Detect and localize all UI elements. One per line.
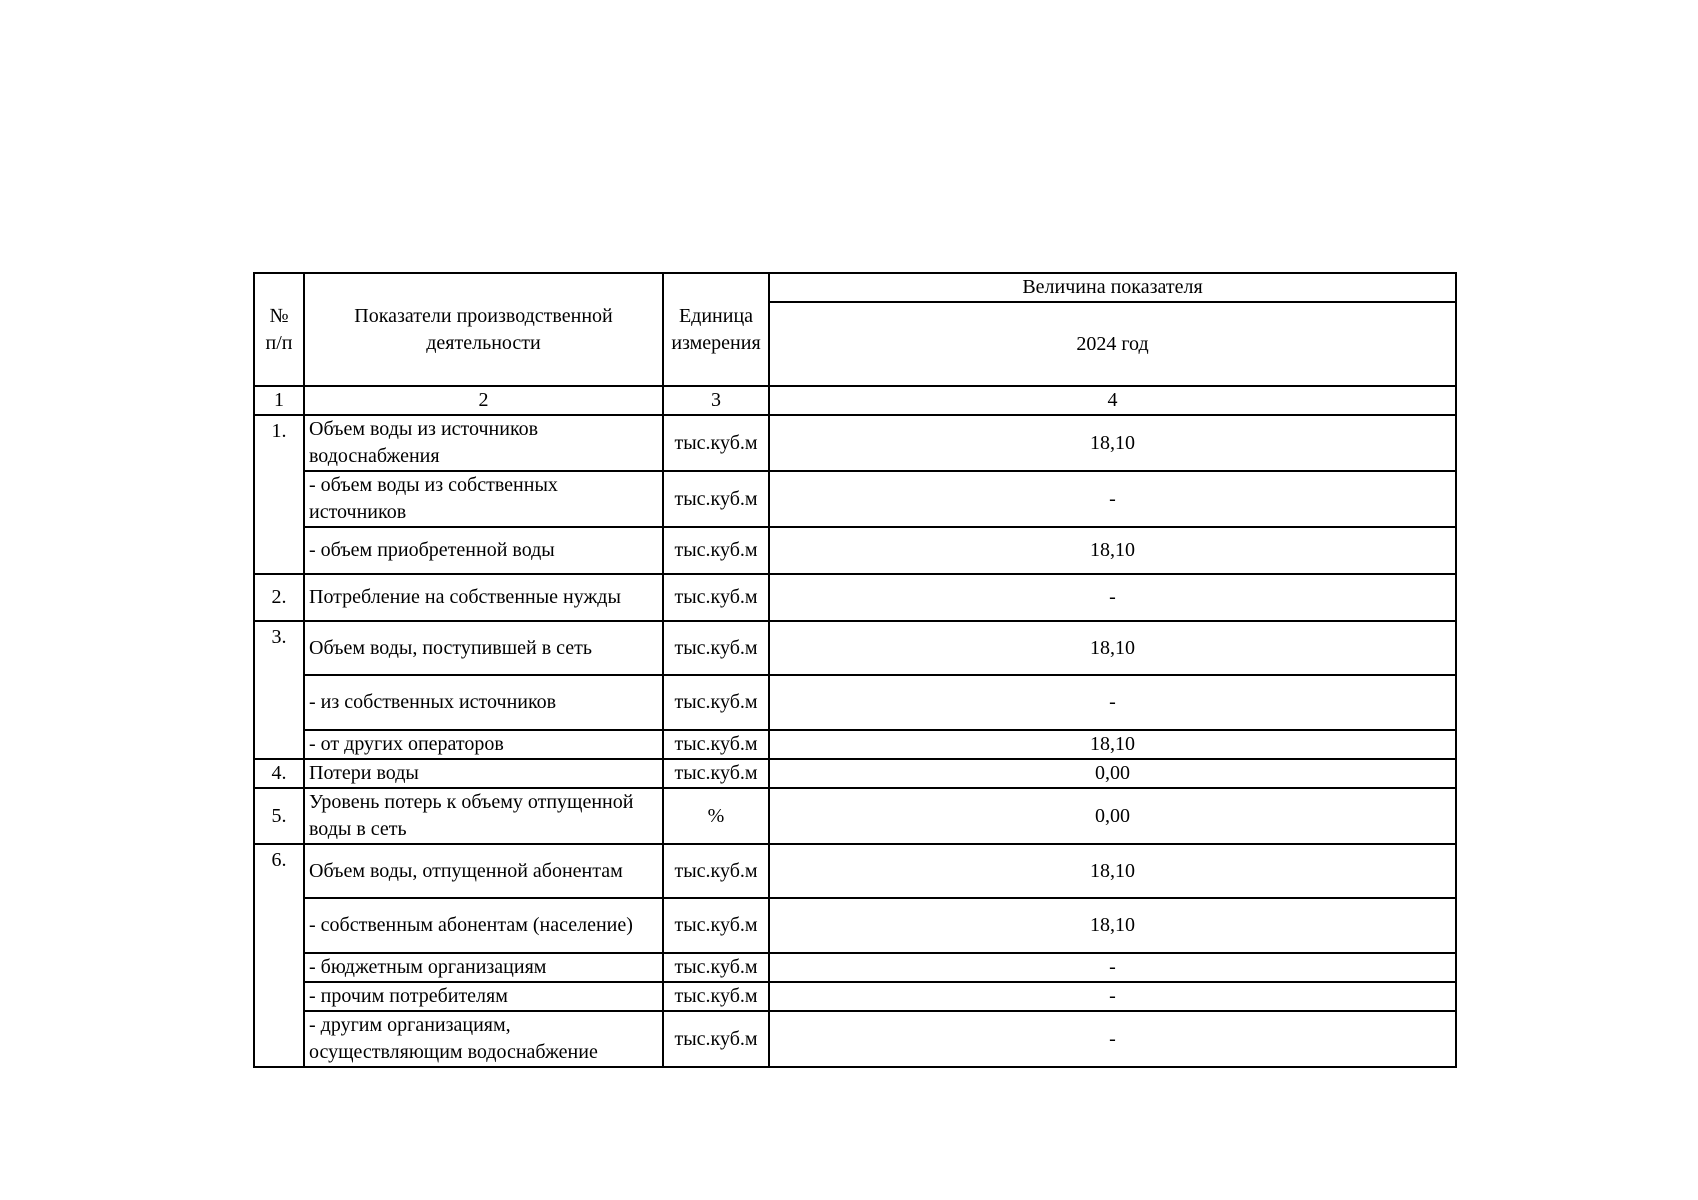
header-year: 2024 год <box>769 302 1456 386</box>
col-number-2: 2 <box>304 386 663 415</box>
indicator-cell: Объем воды из источников водоснабжения <box>304 415 663 471</box>
row-number: 6. <box>254 844 304 1067</box>
indicator-cell: - прочим потребителям <box>304 982 663 1011</box>
unit-cell: тыс.куб.м <box>663 471 769 527</box>
table-row <box>254 953 1456 982</box>
table-row <box>254 415 1456 471</box>
indicator-cell: Потери воды <box>304 759 663 788</box>
unit-cell: тыс.куб.м <box>663 415 769 471</box>
table-row <box>254 675 1456 730</box>
value-cell: 18,10 <box>769 415 1456 471</box>
table-row <box>254 844 1456 898</box>
indicator-cell: - собственным абонентам (население) <box>304 898 663 953</box>
value-cell: 18,10 <box>769 844 1456 898</box>
table-row <box>254 574 1456 621</box>
value-cell: 0,00 <box>769 788 1456 844</box>
value-cell: 18,10 <box>769 621 1456 675</box>
unit-cell: тыс.куб.м <box>663 759 769 788</box>
col-number-4: 4 <box>769 386 1456 415</box>
table-row <box>254 898 1456 953</box>
unit-cell: тыс.куб.м <box>663 574 769 621</box>
table-row <box>254 982 1456 1011</box>
table-row <box>254 730 1456 759</box>
header-unit: Единица измерения <box>663 273 769 386</box>
col-number-1: 1 <box>254 386 304 415</box>
value-cell: 18,10 <box>769 730 1456 759</box>
row-number: 1. <box>254 415 304 574</box>
table-row <box>254 621 1456 675</box>
col-number-3: 3 <box>663 386 769 415</box>
value-cell: - <box>769 471 1456 527</box>
row-number: 5. <box>254 788 304 844</box>
unit-cell: тыс.куб.м <box>663 982 769 1011</box>
table-row <box>254 788 1456 844</box>
unit-cell: тыс.куб.м <box>663 621 769 675</box>
value-cell: 18,10 <box>769 527 1456 574</box>
production-indicators-table <box>253 272 1457 1068</box>
unit-cell: % <box>663 788 769 844</box>
table-row <box>254 471 1456 527</box>
value-cell: - <box>769 953 1456 982</box>
value-cell: - <box>769 675 1456 730</box>
value-cell: - <box>769 982 1456 1011</box>
header-row-1 <box>254 273 1456 302</box>
unit-cell: тыс.куб.м <box>663 844 769 898</box>
indicator-cell: - объем воды из собственных источников <box>304 471 663 527</box>
unit-cell: тыс.куб.м <box>663 953 769 982</box>
value-cell: - <box>769 1011 1456 1067</box>
unit-cell: тыс.куб.м <box>663 527 769 574</box>
unit-cell: тыс.куб.м <box>663 898 769 953</box>
unit-cell: тыс.куб.м <box>663 675 769 730</box>
value-cell: - <box>769 574 1456 621</box>
indicator-cell: Уровень потерь к объему отпущенной воды в сеть <box>304 788 663 844</box>
table-row <box>254 1011 1456 1067</box>
header-indicator: Показатели производственной деятельности <box>304 273 663 386</box>
indicator-cell: Объем воды, поступившей в сеть <box>304 621 663 675</box>
indicator-cell: - от других операторов <box>304 730 663 759</box>
header-num: № п/п <box>254 273 304 386</box>
value-cell: 0,00 <box>769 759 1456 788</box>
indicator-cell: - из собственных источников <box>304 675 663 730</box>
row-number: 4. <box>254 759 304 788</box>
indicator-cell: - бюджетным организациям <box>304 953 663 982</box>
table-row <box>254 527 1456 574</box>
row-number: 2. <box>254 574 304 621</box>
row-number: 3. <box>254 621 304 759</box>
table-row <box>254 759 1456 788</box>
value-cell: 18,10 <box>769 898 1456 953</box>
indicator-cell: - объем приобретенной воды <box>304 527 663 574</box>
indicator-cell: Объем воды, отпущенной абонентам <box>304 844 663 898</box>
column-numbers-row <box>254 386 1456 415</box>
header-value-group: Величина показателя <box>769 273 1456 302</box>
unit-cell: тыс.куб.м <box>663 1011 769 1067</box>
unit-cell: тыс.куб.м <box>663 730 769 759</box>
indicator-cell: Потребление на собственные нужды <box>304 574 663 621</box>
indicator-cell: - другим организациям, осуществляющим водоснабжение <box>304 1011 663 1067</box>
